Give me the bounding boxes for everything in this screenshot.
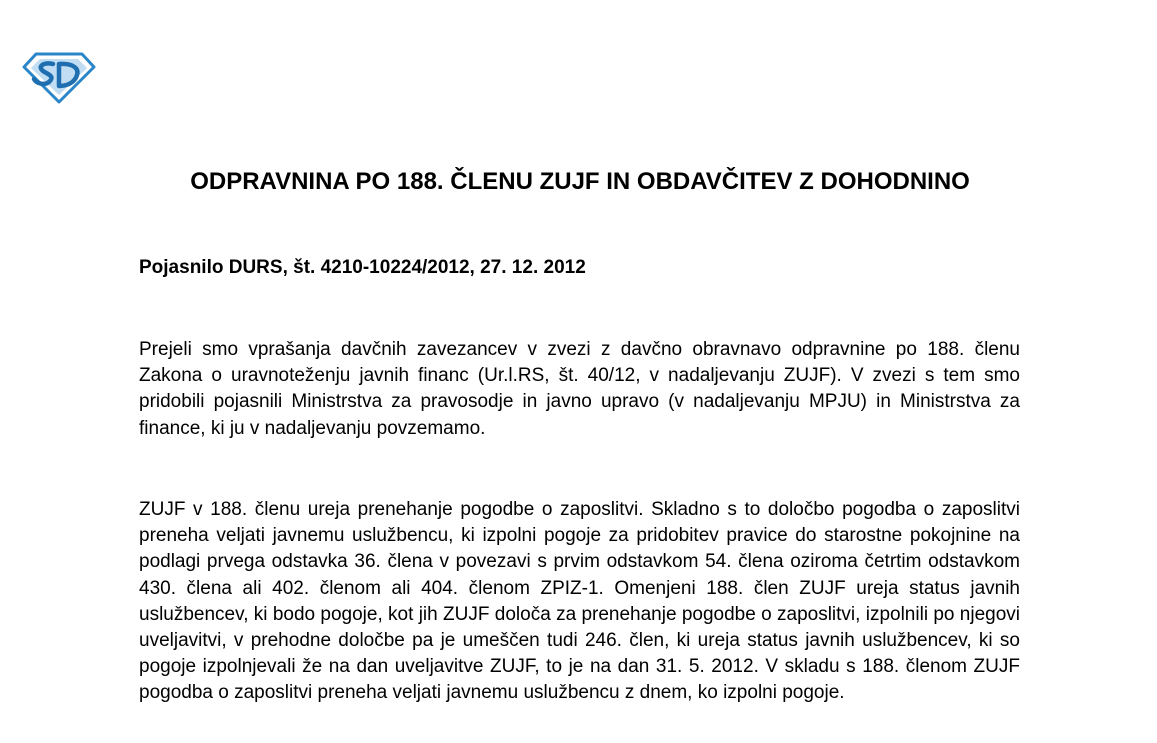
shield-logo-icon [22, 50, 96, 104]
paragraph-1: Prejeli smo vprašanja davčnih zavezancev v zvezi z davčno obravnavo odpravnine po 188. členu Zakona o uravnoteženju javnih financ (Ur.l.RS, št. 40/12, v nadaljevanju ZUJF). V zvezi s tem smo pridobili pojasnili Ministrstva za pravosodje in javno upravo (v nadaljevanju MPJU) in Ministrstva za finance, ki ju v nadaljevanju povzemamo. [139, 339, 1020, 439]
paragraph-2: ZUJF v 188. členu ureja prenehanje pogodbe o zaposlitvi. Skladno s to določbo pogodba o zaposlitvi preneha veljati javnemu uslužbencu, ki izpolni pogoje za pridobitev pravice do starostne pokojnine na podlagi prvega odstavka 36. člena v povezavi s prvim odstavkom 54. člena oziroma četrtim odstavkom 430. člena ali 402. členom ali 404. členom ZPIZ-1. Omenjeni 188. člen ZUJF ureja status javnih uslužbencev, ki bodo pogoje, kot jih ZUJF določa za prenehanje pogodbe o zaposlitvi, izpolnili po njegovi uveljavitvi, v prehodne določbe pa je umeščen tudi 246. člen, ki ureja status javnih uslužbencev, ki so pogoje izpolnjevali že na dan uveljavitve ZUJF, to je na dan 31. 5. 2012. V skladu s 188. členom ZUJF pogodba o zaposlitvi preneha veljati javnemu uslužbencu z dnem, ko izpolni pogoje. [139, 499, 1020, 704]
document-title: ODPRAVNINA PO 188. ČLENU ZUJF IN OBDAVČITEV Z DOHODNINO [190, 168, 970, 195]
company-logo [22, 50, 96, 104]
document-subtitle: Pojasnilo DURS, št. 4210-10224/2012, 27. 12. 2012 [139, 257, 586, 278]
